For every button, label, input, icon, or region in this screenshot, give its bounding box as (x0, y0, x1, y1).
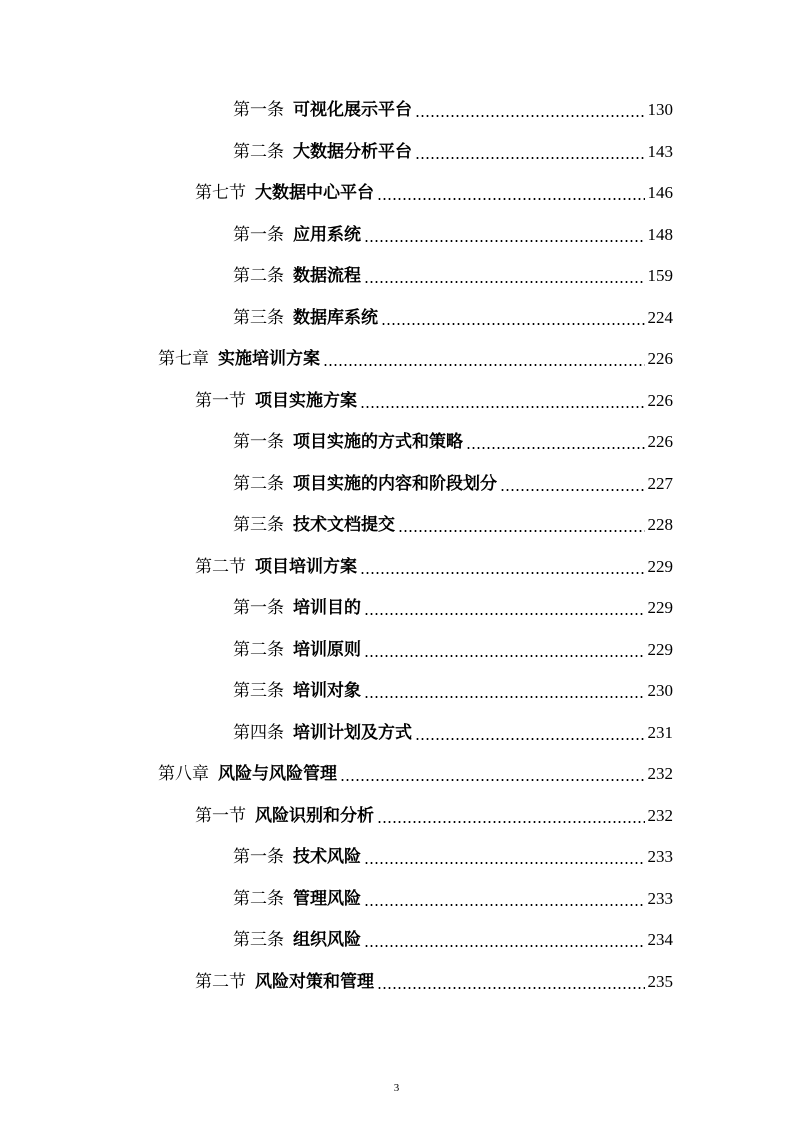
toc-entry-number: 第三条 (233, 515, 284, 535)
toc-dot-leader (415, 115, 645, 117)
toc-entry-number: 第一条 (233, 100, 284, 120)
toc-entry-number: 第七章 (158, 349, 209, 369)
toc-entry-number: 第一节 (195, 390, 246, 411)
toc-dot-leader (415, 157, 645, 159)
toc-entry-page: 146 (647, 183, 673, 202)
toc-entry-page: 229 (647, 639, 673, 659)
toc-dot-leader (377, 198, 645, 200)
toc-dot-leader (377, 821, 645, 823)
toc-entry-number: 第二条 (233, 639, 284, 660)
toc-entry[interactable] (195, 547, 673, 587)
toc-entry-page: 235 (647, 971, 673, 991)
toc-entry-number: 第一节 (195, 805, 246, 826)
toc-entry[interactable] (233, 132, 673, 172)
toc-entry[interactable] (233, 879, 673, 919)
toc-entry-title: 大数据中心平台 (255, 183, 374, 203)
toc-entry-title: 培训计划及方式 (293, 722, 412, 743)
toc-entry[interactable] (233, 588, 673, 628)
toc-dot-leader (360, 406, 645, 408)
toc-entry-number: 第二节 (195, 556, 246, 577)
toc-entry-title: 实施培训方案 (218, 349, 320, 369)
toc-entry[interactable] (233, 837, 673, 877)
toc-entry-title: 大数据分析平台 (293, 141, 412, 162)
toc-entry-page: 159 (647, 266, 673, 285)
toc-entry-page: 233 (647, 847, 673, 866)
toc-entry[interactable] (158, 339, 673, 379)
toc-entry-number: 第二条 (233, 266, 284, 286)
toc-dot-leader (360, 572, 645, 574)
toc-entry-number: 第二节 (195, 971, 246, 992)
toc-entry[interactable] (233, 215, 673, 255)
toc-entry-page: 232 (647, 805, 673, 825)
toc-entry-number: 第三条 (233, 307, 284, 328)
toc-entry[interactable] (233, 464, 673, 504)
table-of-contents (0, 90, 793, 1003)
toc-entry[interactable] (233, 713, 673, 753)
toc-entry-title: 技术风险 (293, 847, 361, 867)
toc-entry-page: 230 (647, 681, 673, 700)
toc-entry-page: 233 (647, 888, 673, 908)
toc-dot-leader (415, 738, 645, 740)
toc-entry-page: 229 (647, 556, 673, 576)
toc-entry[interactable] (233, 505, 673, 545)
page-number: 3 (393, 1082, 400, 1094)
toc-entry-title: 管理风险 (293, 888, 361, 909)
toc-entry-title: 数据流程 (293, 266, 361, 286)
toc-entry-page: 226 (647, 349, 673, 368)
toc-entry-number: 第三条 (233, 930, 284, 950)
toc-entry[interactable] (233, 90, 673, 130)
toc-entry[interactable] (233, 920, 673, 960)
toc-entry[interactable] (195, 173, 673, 213)
toc-dot-leader (364, 240, 645, 242)
toc-entry[interactable] (158, 754, 673, 794)
toc-entry-page: 148 (647, 224, 673, 244)
toc-entry[interactable] (233, 256, 673, 296)
toc-dot-leader (364, 945, 645, 947)
toc-dot-leader (364, 696, 645, 698)
toc-entry-number: 第一条 (233, 224, 284, 245)
toc-entry[interactable] (233, 298, 673, 338)
toc-entry-page: 130 (647, 100, 673, 119)
toc-entry-title: 项目实施的方式和策略 (293, 432, 463, 452)
toc-dot-leader (377, 987, 645, 989)
toc-entry-title: 风险对策和管理 (255, 971, 374, 992)
toc-dot-leader (381, 323, 645, 325)
toc-dot-leader (466, 447, 645, 449)
toc-entry[interactable] (195, 381, 673, 421)
toc-dot-leader (398, 530, 645, 532)
toc-entry-title: 培训对象 (293, 681, 361, 701)
toc-dot-leader (323, 364, 645, 366)
toc-entry-page: 232 (647, 764, 673, 783)
toc-entry-number: 第一条 (233, 847, 284, 867)
toc-entry-title: 风险与风险管理 (218, 764, 337, 784)
toc-entry-title: 风险识别和分析 (255, 805, 374, 826)
toc-entry-number: 第三条 (233, 681, 284, 701)
toc-entry-number: 第二条 (233, 141, 284, 162)
toc-entry-page: 231 (647, 722, 673, 742)
toc-entry-page: 226 (647, 390, 673, 410)
toc-dot-leader (364, 281, 645, 283)
toc-entry-number: 第八章 (158, 764, 209, 784)
toc-entry-number: 第二条 (233, 888, 284, 909)
toc-entry-page: 229 (647, 598, 673, 617)
toc-entry-page: 227 (647, 473, 673, 493)
toc-dot-leader (364, 655, 645, 657)
toc-entry[interactable] (195, 796, 673, 836)
toc-entry-title: 培训原则 (293, 639, 361, 660)
toc-entry-number: 第一条 (233, 598, 284, 618)
toc-entry-title: 应用系统 (293, 224, 361, 245)
toc-entry-number: 第七节 (195, 183, 246, 203)
toc-entry-title: 技术文档提交 (293, 515, 395, 535)
toc-entry-title: 培训目的 (293, 598, 361, 618)
toc-entry-title: 项目培训方案 (255, 556, 357, 577)
toc-dot-leader (340, 779, 645, 781)
toc-entry[interactable] (233, 422, 673, 462)
toc-entry-page: 228 (647, 515, 673, 534)
toc-entry-page: 234 (647, 930, 673, 949)
toc-entry-title: 项目实施方案 (255, 390, 357, 411)
toc-dot-leader (364, 862, 645, 864)
toc-dot-leader (364, 904, 645, 906)
toc-entry-number: 第四条 (233, 722, 284, 743)
toc-dot-leader (364, 613, 645, 615)
toc-entry-number: 第一条 (233, 432, 284, 452)
toc-entry-number: 第二条 (233, 473, 284, 494)
toc-entry-title: 项目实施的内容和阶段划分 (293, 473, 497, 494)
toc-entry-page: 143 (647, 141, 673, 161)
toc-entry-page: 226 (647, 432, 673, 451)
toc-entry[interactable] (233, 630, 673, 670)
toc-entry-title: 数据库系统 (293, 307, 378, 328)
toc-entry-title: 组织风险 (293, 930, 361, 950)
toc-entry[interactable] (195, 962, 673, 1002)
toc-entry-page: 224 (647, 307, 673, 327)
toc-entry-title: 可视化展示平台 (293, 100, 412, 120)
toc-dot-leader (500, 489, 645, 491)
toc-entry[interactable] (233, 671, 673, 711)
